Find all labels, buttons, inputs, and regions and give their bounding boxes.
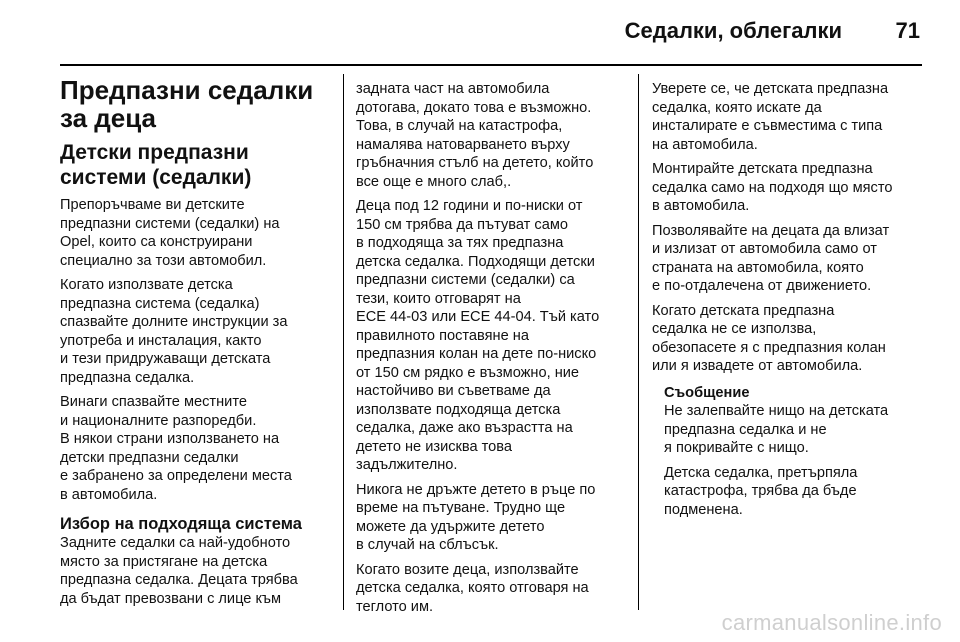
note-paragraph: Не залепвайте нищо на детската предпазна седалка и не я покривайте с нищо. [664, 403, 889, 456]
paragraph: Когато возите деца, използвайте детска седалка, която отговаря на теглото им. [356, 561, 589, 615]
subheading-child-restraint-systems: Детски предпазни системи (седалки) [60, 141, 252, 189]
column-2 [356, 80, 628, 615]
note-title: Съобщение [664, 384, 750, 401]
subheading-choosing-system: Избор на подходяща система [60, 515, 302, 533]
watermark-text: carmanualsonline.info [721, 610, 942, 635]
paragraph: Когато детската предпазна седалка не се използва, обезопасете я с предпазния колан или я извадете от автомобила. [652, 302, 886, 374]
note-paragraph: Детска седалка, претърпяла катастрофа, трябва да бъде подменена. [664, 464, 858, 518]
paragraph: Монтирайте детската предпазна седалка само на подходя що място в автомобила. [652, 161, 893, 214]
paragraph: Уверете се, че детската предпазна седалка, която искате да инсталирате е съвместима с типа на автомобила. [652, 81, 889, 153]
note-box [664, 384, 924, 520]
paragraph: задната част на автомобила дотогава, докато това е възможно. Това, в случай на катастрофа, намалява натоварването върху гръбначния стълб на детето, който все още е много слаб,. [356, 81, 594, 190]
page-header-title: Седалки, облегалки [624, 18, 842, 43]
page-number: 71 [895, 18, 920, 43]
section-heading-child-seats: Предпазни седалки за деца [60, 75, 314, 133]
column-1 [60, 75, 328, 607]
paragraph: Винаги спазвайте местните и националните разпоредби. В някои страни използването на детски предпазни седалки е забранено за определени места в автомобила. [60, 394, 292, 503]
column-divider [343, 74, 344, 610]
paragraph: Препоръчваме ви детските предпазни системи (седалки) на Opel, които са конструирани специално за този автомобил. [60, 197, 280, 269]
paragraph: Позволявайте на децата да влизат и излизат от автомобила само от страната на автомобила, която е по-отдалечена от движението. [652, 222, 890, 294]
column-divider [638, 74, 639, 610]
paragraph: Когато използвате детска предпазна система (седалка) спазвайте долните инструкции за употреба и инсталация, както и тези придружаващи детската предпазна седалка. [60, 277, 288, 386]
paragraph: Никога не дръжте детето в ръце по време на пътуване. Трудно ще можете да удържите детето в случай на сблъсък. [356, 481, 596, 553]
paragraph: Деца под 12 години и по-ниски от 150 см трябва да пътуват само в подходяща за тях предпазна детска седалка. Подходящи детски предпазни системи (седалки) са тези, които отговарят на ECE 44-03 или ECE 44-04. Тъй като правилното поставяне на предпазния колан на дете по-ниско от 150 см рядко е възможно, ние настойчиво ви съветваме да използвате подходяща детска седалка, даже ако възрастта на детето не изисква това задължително. [356, 198, 600, 473]
column-3 [652, 80, 924, 602]
paragraph: Задните седалки са най-удобното място за пристягане на детска предпазна седалка. Децата трябва да бъдат превозвани с лице към [60, 535, 298, 607]
header-rule [60, 64, 922, 66]
